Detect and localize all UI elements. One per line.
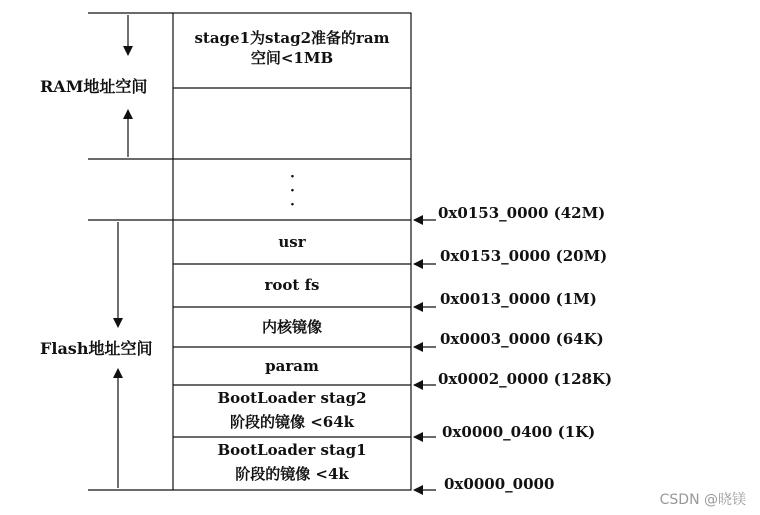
ellipsis-dots: [290, 170, 295, 212]
rootfs-label: root fs: [264, 276, 320, 294]
param-label: param: [265, 357, 319, 375]
stage1-image-label-line1: BootLoader stag1: [217, 441, 367, 459]
stage1-image-label-line2: 阶段的镜像 <4k: [235, 465, 349, 483]
kernel-image-label: 内核镜像: [261, 318, 322, 336]
watermark: CSDN @晓镁: [659, 492, 746, 508]
stage1-image-label: [173, 440, 411, 484]
address-label: 0x0002_0000 (128K): [438, 370, 613, 388]
stage1-ram-label: [173, 28, 411, 68]
address-label: 0x0153_0000 (20M): [440, 247, 608, 265]
flash-region-label: Flash地址空间: [40, 339, 153, 358]
ellipsis-dot-2: ·: [290, 183, 295, 199]
stage1-ram-label-line2: 空间<1MB: [250, 49, 334, 67]
stage1-ram-label-line1: stage1为stag2准备的ram: [194, 29, 390, 47]
address-label: 0x0013_0000 (1M): [440, 290, 597, 308]
address-label: 0x0153_0000 (42M): [438, 204, 606, 222]
address-label: 0x0003_0000 (64K): [440, 330, 604, 348]
address-label: 0x0000_0000: [444, 475, 555, 493]
address-label: 0x0000_0400 (1K): [442, 423, 596, 441]
stage2-image-label-line1: BootLoader stag2: [217, 389, 367, 407]
usr-label: usr: [278, 233, 306, 251]
ram-region-label: RAM地址空间: [40, 77, 148, 96]
ellipsis-dot-3: ·: [290, 197, 295, 213]
ellipsis-dot-1: ·: [290, 169, 295, 185]
stage2-image-label: [173, 388, 411, 432]
stage2-image-label-line2: 阶段的镜像 <64k: [229, 413, 355, 431]
